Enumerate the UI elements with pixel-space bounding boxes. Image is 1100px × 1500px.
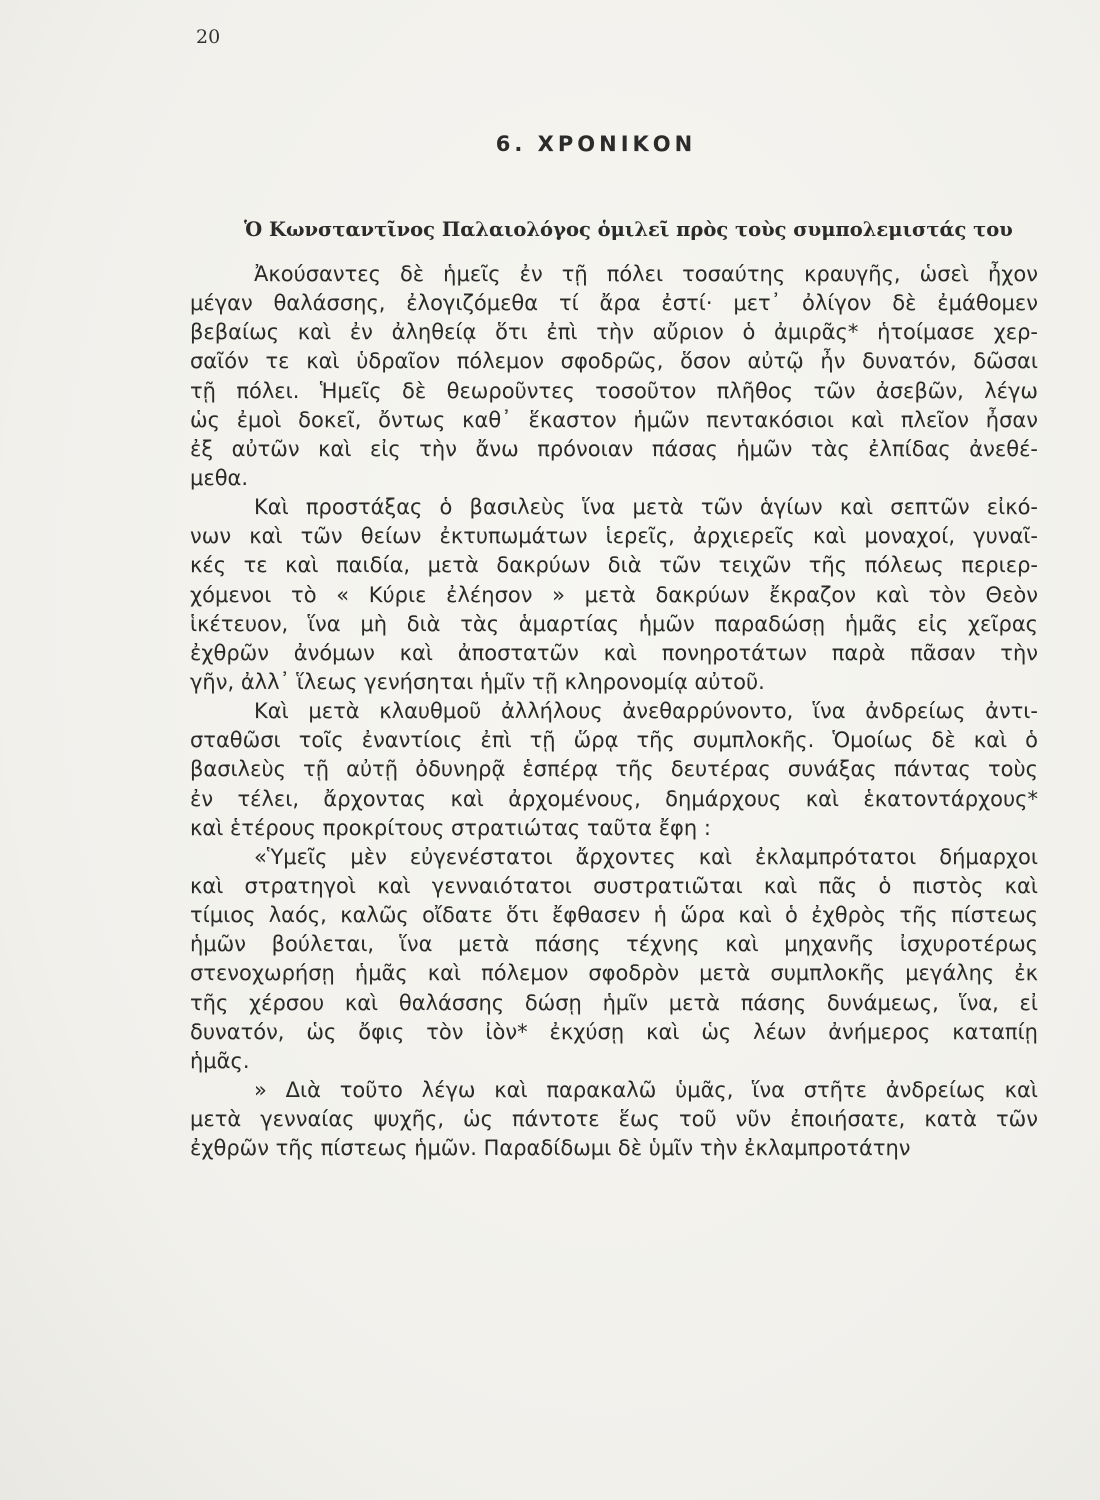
- section-subtitle: Ὁ Κωνσταντῖνος Παλαιολόγος ὁμιλεῖ πρὸς τοὺς συμπολεμιστάς του: [244, 218, 1013, 241]
- text-line: βασιλεὺς τῇ αὐτῇ ὀδυνηρᾷ ἑσπέρᾳ τῆς δευτέρας συνάξας πάντας τοὺς: [190, 757, 1038, 782]
- paragraph: [190, 697, 1038, 843]
- text-line: στενοχωρήσῃ ἡμᾶς καὶ πόλεμον σφοδρὸν μετὰ συμπλοκῆς μεγάλης ἐκ: [190, 961, 1038, 986]
- text-line: ἐχθρῶν ἀνόμων καὶ ἀποστατῶν καὶ πονηροτάτων παρὰ πᾶσαν τὴν: [190, 640, 1038, 665]
- text-line: καὶ στρατηγοὶ καὶ γενναιότατοι συστρατιῶται καὶ πᾶς ὁ πιστὸς καὶ: [190, 873, 1038, 898]
- text-line: τίμιος λαός, καλῶς οἴδατε ὅτι ἔφθασεν ἡ ὥρα καὶ ὁ ἐχθρὸς τῆς πίστεως: [190, 903, 1038, 928]
- text-line: τῆς χέρσου καὶ θαλάσσης δώσῃ ἡμῖν μετὰ πάσης δυνάμεως, ἵνα, εἰ: [190, 990, 1038, 1015]
- text-line: καὶ ἑτέρους προκρίτους στρατιώτας ταῦτα ἔφη :: [190, 815, 711, 840]
- text-line: χόμενοι τὸ « Κύριε ἐλέησον » μετὰ δακρύων ἔκραζον καὶ τὸν Θεὸν: [190, 582, 1038, 607]
- text-line: σταθῶσι τοῖς ἐναντίοις ἐπὶ τῇ ὥρᾳ τῆς συμπλοκῆς. Ὁμοίως δὲ καὶ ὁ: [190, 728, 1038, 753]
- paragraph: [190, 260, 1038, 493]
- text-line: μεθα.: [190, 465, 249, 490]
- paragraph: [190, 493, 1038, 697]
- text-line: ἡμᾶς.: [190, 1048, 250, 1073]
- text-line: σαῖόν τε καὶ ὑδραῖον πόλεμον σφοδρῶς, ὅσον αὐτῷ ἦν δυνατόν, δῶσαι: [190, 349, 1038, 374]
- text-line: ἐχθρῶν τῆς πίστεως ἡμῶν. Παραδίδωμι δὲ ὑμῖν τὴν ἐκλαμπροτάτην: [190, 1136, 911, 1161]
- body-text: [190, 260, 1038, 1163]
- text-line: Καὶ μετὰ κλαυθμοῦ ἀλλήλους ἀνεθαρρύνοντο, ἵνα ἀνδρείως ἀντι-: [254, 699, 1038, 724]
- paragraph: [190, 843, 1038, 1076]
- text-line: » Διὰ τοῦτο λέγω καὶ παρακαλῶ ὑμᾶς, ἵνα στῆτε ἀνδρείως καὶ: [254, 1077, 1038, 1102]
- text-line: τῇ πόλει. Ἡμεῖς δὲ θεωροῦντες τοσοῦτον πλῆθος τῶν ἀσεβῶν, λέγω: [190, 378, 1038, 403]
- text-line: Ἀκούσαντες δὲ ἡμεῖς ἐν τῇ πόλει τοσαύτης κραυγῆς, ὡσεὶ ἦχον: [254, 262, 1038, 286]
- text-line: ἐξ αὐτῶν καὶ εἰς τὴν ἄνω πρόνοιαν πάσας ἡμῶν τὰς ἐλπίδας ἀνεθέ-: [190, 436, 1038, 461]
- text-line: ἡμῶν βούλεται, ἵνα μετὰ πάσης τέχνης καὶ μηχανῆς ἰσχυροτέρως: [190, 932, 1038, 957]
- text-line: βεβαίως καὶ ἐν ἀληθείᾳ ὅτι ἐπὶ τὴν αὔριον ὁ ἀμιρᾶς* ἡτοίμασε χερ-: [190, 320, 1038, 345]
- text-line: κές τε καὶ παιδία, μετὰ δακρύων διὰ τῶν τειχῶν τῆς πόλεως περιερ-: [190, 553, 1038, 578]
- text-line: γῆν, ἀλλ᾽ ἵλεως γενήσηται ἡμῖν τῇ κληρονομίᾳ αὐτοῦ.: [190, 669, 765, 694]
- text-line: μετὰ γενναίας ψυχῆς, ὡς πάντοτε ἕως τοῦ νῦν ἐποιήσατε, κατὰ τῶν: [190, 1107, 1038, 1132]
- text-line: ἱκέτευον, ἵνα μὴ διὰ τὰς ἁμαρτίας ἡμῶν παραδώσῃ ἡμᾶς εἰς χεῖρας: [190, 611, 1038, 636]
- text-line: «Ὑμεῖς μὲν εὐγενέστατοι ἄρχοντες καὶ ἐκλαμπρότατοι δήμαρχοι: [254, 844, 1038, 869]
- text-line: ὡς ἐμοὶ δοκεῖ, ὄντως καθ᾽ ἕκαστον ἡμῶν πεντακόσιοι καὶ πλεῖον ἦσαν: [190, 407, 1038, 432]
- text-line: δυνατόν, ὡς ὄφις τὸν ἰὸν* ἐκχύσῃ καὶ ὡς λέων ἀνήμερος καταπίῃ: [190, 1019, 1038, 1044]
- text-line: ἐν τέλει, ἄρχοντας καὶ ἀρχομένους, δημάρχους καὶ ἑκατοντάρχους*: [190, 786, 1038, 811]
- chapter-title: 6. ΧΡΟΝΙΚΟΝ: [495, 132, 697, 156]
- text-line: μέγαν θαλάσσης, ἐλογιζόμεθα τί ἄρα ἐστί· μετ᾽ ὀλίγον δὲ ἐμάθομεν: [190, 291, 1038, 316]
- text-line: Καὶ προστάξας ὁ βασιλεὺς ἵνα μετὰ τῶν ἁγίων καὶ σεπτῶν εἰκό-: [254, 495, 1038, 520]
- text-line: νων καὶ τῶν θείων ἐκτυπωμάτων ἱερεῖς, ἀρχιερεῖς καὶ μοναχοί, γυναῖ-: [190, 524, 1038, 549]
- page-number: 20: [196, 26, 221, 48]
- paragraph: [190, 1076, 1038, 1163]
